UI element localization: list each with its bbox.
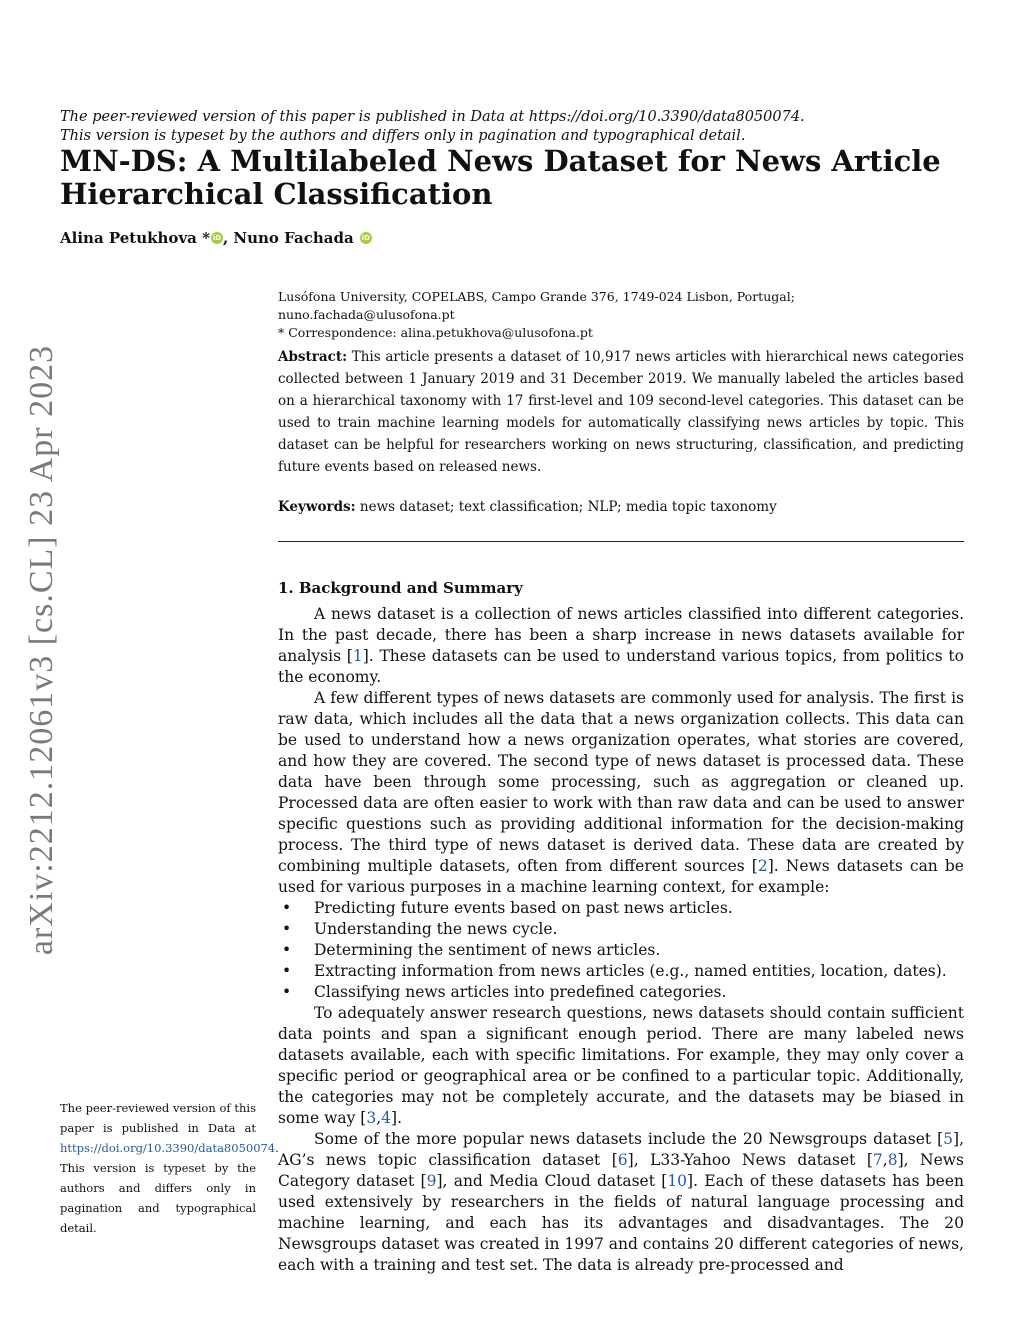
citation-link[interactable]: 8	[887, 1151, 898, 1169]
list-item: • Determining the sentiment of news articles.	[278, 940, 964, 961]
citation-link[interactable]: 2	[757, 857, 768, 875]
publication-notice-line1: The peer-reviewed version of this paper is published in Data at https://doi.org/10.3390/data8050074.	[60, 109, 805, 125]
list-item: • Predicting future events based on past news articles.	[278, 898, 964, 919]
publication-notice-line2: This version is typeset by the authors and differs only in pagination and typographical detail.	[60, 128, 746, 144]
keywords-text: news dataset; text classification; NLP; media topic taxonomy	[355, 499, 777, 515]
side-note-text-end: . This version is typeset by the authors and differs only in pagination and typographical detail.	[60, 1141, 279, 1235]
correspondence-line: * Correspondence: alina.petukhova@ulusofona.pt	[278, 325, 593, 340]
paragraph: Some of the more popular news datasets include the 20 Newsgroups dataset [5], AG’s news topic classification dataset [6], L33-Yahoo News dataset [7,8], News Category dataset [9], and Media Cloud dataset [10]. Each of these datasets has been used extensively by researchers in the fields of natural language processing and machine learning, and each has its advantages and disadvantages. The 20 Newsgroups dataset was created in 1997 and contains 20 different categories of news, each with a training and test set. The data is already pre-processed and	[278, 1130, 964, 1274]
affiliations	[278, 288, 968, 342]
divider	[278, 541, 964, 542]
citation-link[interactable]: 9	[426, 1172, 437, 1190]
list-item: • Understanding the news cycle.	[278, 919, 964, 940]
arxiv-id: arXiv:2212.12061v3 [cs.CL] 23 Apr 2023	[23, 344, 60, 956]
citation-link[interactable]: 5	[943, 1130, 954, 1148]
section-background	[278, 578, 964, 1276]
paragraph: To adequately answer research questions, news datasets should contain sufficient data points and span a significant enough period. There are many labeled news datasets available, each with specific limitations. For example, they may only cover a specific period or geographical area or be confined to a particular topic. Additionally, the categories may not be completely accurate, and the datasets may be biased in some way [3,4].	[278, 1004, 964, 1127]
doi-link[interactable]: https://doi.org/10.3390/data8050074	[60, 1141, 276, 1155]
list-item: • Extracting information from news articles (e.g., named entities, location, dates).	[278, 961, 964, 982]
bullet-list	[278, 898, 964, 1003]
section-heading: 1. Background and Summary	[278, 579, 523, 597]
citation-link[interactable]: 10	[667, 1172, 688, 1190]
citation-link[interactable]: 3	[366, 1109, 377, 1127]
paragraph: A few different types of news datasets are commonly used for analysis. The first is raw data, which includes all the data that a news organization collects. This data can be used to understand how a news organization operates, what stories are covered, and how they are covered. The second type of news dataset is processed data. These data have been through some processing, such as aggregation or cleaned up. Processed data are often easier to work with than raw data and can be used to answer specific questions such as providing additional information for the decision-making process. The third type of news dataset is derived data. These data are created by combining multiple datasets, often from different sources [2]. News datasets can be used for various purposes in a machine learning context, for example:	[278, 689, 964, 896]
side-note	[60, 1098, 279, 1238]
keywords	[278, 496, 964, 518]
paragraph: A news dataset is a collection of news articles classified into different categories. In the past decade, there has been a sharp increase in news datasets available for analysis [1]. These datasets can be used to understand various topics, from politics to the economy.	[278, 605, 964, 686]
citation-link[interactable]: 7	[872, 1151, 883, 1169]
paper-title: MN-DS: A Multilabeled News Dataset for News Article Hierarchical Classification	[60, 144, 941, 211]
orcid-icon[interactable]: iD	[361, 234, 371, 242]
keywords-label: Keywords:	[278, 499, 356, 515]
abstract-label: Abstract:	[278, 349, 348, 365]
publication-notice	[60, 108, 960, 146]
author-fachada[interactable]: , Nuno Fachada	[222, 229, 354, 247]
author-list	[60, 229, 372, 247]
abstract	[278, 346, 964, 478]
list-item: • Classifying news articles into predefined categories.	[278, 982, 964, 1003]
author-petukhova[interactable]: Alina Petukhova *	[60, 229, 210, 247]
citation-link[interactable]: 4	[381, 1109, 392, 1127]
abstract-text: This article presents a dataset of 10,917 news articles with hierarchical news categories collected between 1 January 2019 and 31 December 2019. We manually labeled the articles based on a hierarchical taxonomy with 17 first-level and 109 second-level categories. This dataset can be used to train machine learning models for automatically classifying news articles by topic. This dataset can be helpful for researchers working on news structuring, classification, and predicting future events based on released news.	[278, 349, 964, 475]
citation-link[interactable]: 1	[352, 647, 363, 665]
affiliation-line: Lusófona University, COPELABS, Campo Grande 376, 1749-024 Lisbon, Portugal; nuno.fachada@ulusofona.pt	[278, 289, 795, 322]
orcid-icon[interactable]: iD	[212, 234, 222, 242]
side-note-text: The peer-reviewed version of this paper is published in Data at	[60, 1101, 256, 1135]
citation-link[interactable]: 6	[617, 1151, 628, 1169]
